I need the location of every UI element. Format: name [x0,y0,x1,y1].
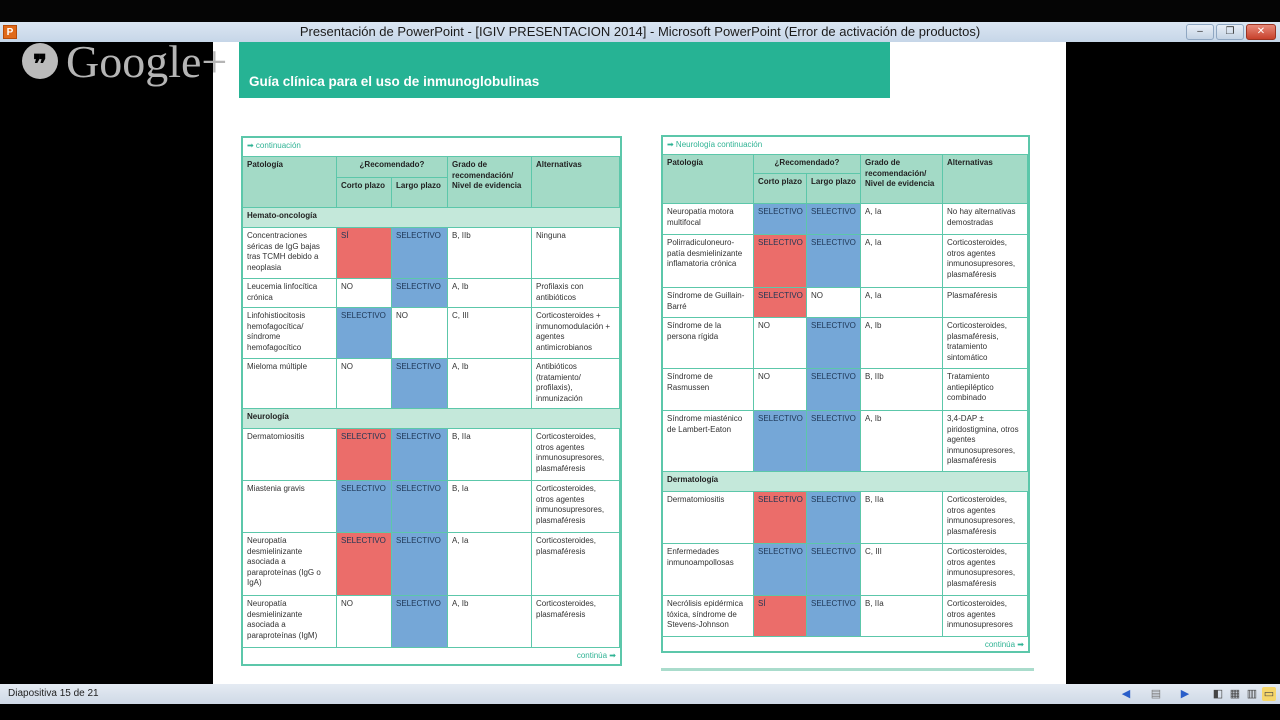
continues-label: continúa ➡ [576,651,616,660]
header-recomendado: ¿Recomendado? [337,157,448,178]
table-cell: SELECTIVO [807,411,861,472]
top-black-bar [0,0,1280,22]
table-cell: SELECTIVO [754,492,807,544]
table-cell: B, IIa [448,429,532,481]
table-cell: B, IIa [861,596,943,637]
table-cell: Corticosteroides, plasmaféresis, tratamiento sintomático [943,318,1028,369]
right-table [661,135,1030,653]
table-cell: Síndrome de la persona rígida [663,318,754,369]
table-cell: A, Ia [861,235,943,288]
hangouts-icon: ❞ [22,43,58,79]
table-cell: SELECTIVO [807,492,861,544]
table-cell: SELECTIVO [337,533,392,596]
table-cell: Polirradiculoneuro-patía desmielinizante inflamatoria crónica [663,235,754,288]
table-cell: Corticosteroides, plasmaféresis [532,596,620,648]
table-cell: Síndrome de Guillain-Barré [663,288,754,318]
table-cell: A, Ib [448,596,532,648]
table-cell: Tratamiento antiepiléptico combinado [943,369,1028,411]
header-grado: Grado de recomendación/ Nivel de evidencia [861,155,943,204]
table-cell: Corticosteroides, otros agentes inmunosupresores, plasmaféresis [943,235,1028,288]
table-cell: SELECTIVO [754,235,807,288]
table-cell: SELECTIVO [337,481,392,533]
table-cell: A, Ib [861,411,943,472]
table-cell: Dermatomiositis [243,429,337,481]
table-cell: 3,4-DAP ± piridostigmina, otros agentes inmunosupresores, plasmaféresis [943,411,1028,472]
minimize-button[interactable]: – [1186,24,1214,40]
table-cell: SELECTIVO [392,596,448,648]
table-cell: NO [754,318,807,369]
slide-title: Guía clínica para el uso de inmunoglobulinas [249,74,540,89]
table-cell: Neuropatía desmielinizante asociada a paraproteínas (IgG o IgA) [243,533,337,596]
table-cell: Mieloma múltiple [243,359,337,409]
google-plus-logo: Google+ [66,35,228,87]
table-cell: Corticosteroides, plasmaféresis [532,533,620,596]
powerpoint-app-icon[interactable]: P [3,25,17,39]
table-cell: Antibióticos (tratamiento/ profilaxis), inmunización [532,359,620,409]
normal-view-icon[interactable]: ◧ [1212,688,1224,700]
table-cell: C, III [861,544,943,596]
table-cell: NO [807,288,861,318]
header-patologia: Patología [243,157,337,208]
table-cell: B, IIb [861,369,943,411]
table-cell: SELECTIVO [392,228,448,279]
table-cell: SÍ [754,596,807,637]
header-grado: Grado de recomendación/ Nivel de evidencia [448,157,532,208]
table-cell: B, Ia [448,481,532,533]
table-cell: Síndrome de Rasmussen [663,369,754,411]
continuation-label: ➡ continuación [243,138,620,157]
table-cell: SELECTIVO [807,596,861,637]
table-cell: Enfermedades inmunoampollosas [663,544,754,596]
table-cell: Corticosteroides, otros agentes inmunosupresores, plasmaféresis [943,544,1028,596]
table-cell: SELECTIVO [392,279,448,308]
table-cell: Corticosteroides, otros agentes inmunosupresores, plasmaféresis [532,481,620,533]
table-cell: No hay alternativas demostradas [943,204,1028,235]
table-cell: Leucemia linfocítica crónica [243,279,337,308]
left-table [241,136,622,666]
table-cell: SELECTIVO [392,533,448,596]
table-cell: Corticosteroides + inmunomodulación + agentes antimicrobianos [532,308,620,359]
table-cell: SELECTIVO [392,359,448,409]
table-cell: Síndrome miasténico de Lambert-Eaton [663,411,754,472]
slide-sorter-icon[interactable]: ▦ [1229,688,1241,700]
table-cell: Profilaxis con antibióticos [532,279,620,308]
table-cell: SELECTIVO [337,308,392,359]
slide-counter: Diapositiva 15 de 21 [8,688,99,699]
table-cell: Dermatomiositis [663,492,754,544]
table-cell: SELECTIVO [754,411,807,472]
table-cell: SELECTIVO [754,544,807,596]
table-cell: B, IIa [861,492,943,544]
table-cell: Corticosteroides, otros agentes inmunosupresores, plasmaféresis [943,492,1028,544]
table-cell: SELECTIVO [754,288,807,318]
section-header: Hemato-oncología [243,208,620,228]
slide-title-banner [239,42,890,98]
table-cell: SELECTIVO [807,318,861,369]
table-cell: SELECTIVO [807,204,861,235]
slideshow-icon[interactable]: ▭ [1263,688,1275,700]
table-cell: SELECTIVO [754,204,807,235]
table-cell: SELECTIVO [807,235,861,288]
status-bar [0,684,1280,704]
table-cell: A, Ia [861,288,943,318]
table-cell: A, Ia [861,204,943,235]
table-cell: B, IIb [448,228,532,279]
next-slide-icon[interactable]: ▶ [1180,688,1190,700]
table-cell: SÍ [337,228,392,279]
section-header: Neurología [243,409,620,429]
table-cell: NO [337,596,392,648]
table-cell: NO [392,308,448,359]
table-cell: SELECTIVO [392,429,448,481]
table-cell: A, Ib [448,359,532,409]
header-recomendado: ¿Recomendado? [754,155,861,174]
reading-view-icon[interactable]: ▥ [1246,688,1258,700]
table-cell: Concentraciones séricas de IgG bajas tras TCMH debido a neoplasia [243,228,337,279]
table-cell: NO [754,369,807,411]
table-cell: SELECTIVO [807,369,861,411]
table-cell: SELECTIVO [807,544,861,596]
table-cell: Necrólisis epidérmica tóxica, síndrome de Stevens-Johnson [663,596,754,637]
table-cell: NO [337,279,392,308]
table-cell: Neuropatía desmielinizante asociada a paraproteínas (IgM) [243,596,337,648]
table-cell: Ninguna [532,228,620,279]
window-title: Presentación de PowerPoint - [IGIV PRESENTACION 2014] - Microsoft PowerPoint (Error de activación de productos) [299,24,981,39]
table-cell: C, III [448,308,532,359]
header-alternativas: Alternativas [532,157,620,208]
slide-canvas[interactable] [213,42,1066,684]
table-cell: Corticosteroides, otros agentes inmunosupresores [943,596,1028,637]
header-corto-plazo: Corto plazo [337,178,392,208]
table-cell: A, Ia [448,533,532,596]
restore-button[interactable]: ❐ [1216,24,1244,40]
table-cell: SELECTIVO [337,429,392,481]
table-cell: Corticosteroides, otros agentes inmunosupresores, plasmaféresis [532,429,620,481]
header-largo-plazo: Largo plazo [392,178,448,208]
table-cell: A, Ib [861,318,943,369]
table-cell: Linfohistiocitosis hemofagocítica/ síndrome hemofagocítico [243,308,337,359]
table-cell: A, Ib [448,279,532,308]
prev-slide-icon[interactable]: ◀ [1121,688,1131,700]
notes-icon[interactable]: ▤ [1150,688,1162,700]
header-patologia: Patología [663,155,754,204]
header-alternativas: Alternativas [943,155,1028,204]
table-cell: SELECTIVO [392,481,448,533]
divider [661,668,1034,671]
continuation-label: ➡ Neurología continuación [663,137,1028,155]
header-corto-plazo: Corto plazo [754,174,807,204]
google-plus-overlay [22,36,227,86]
table-cell: Neuropatía motora multifocal [663,204,754,235]
header-largo-plazo: Largo plazo [807,174,861,204]
table-cell: Plasmaféresis [943,288,1028,318]
table-cell: Miastenia gravis [243,481,337,533]
section-header: Dermatología [663,472,1028,492]
continues-label: continúa ➡ [984,640,1024,649]
close-button[interactable]: ✕ [1246,24,1276,40]
table-cell: NO [337,359,392,409]
